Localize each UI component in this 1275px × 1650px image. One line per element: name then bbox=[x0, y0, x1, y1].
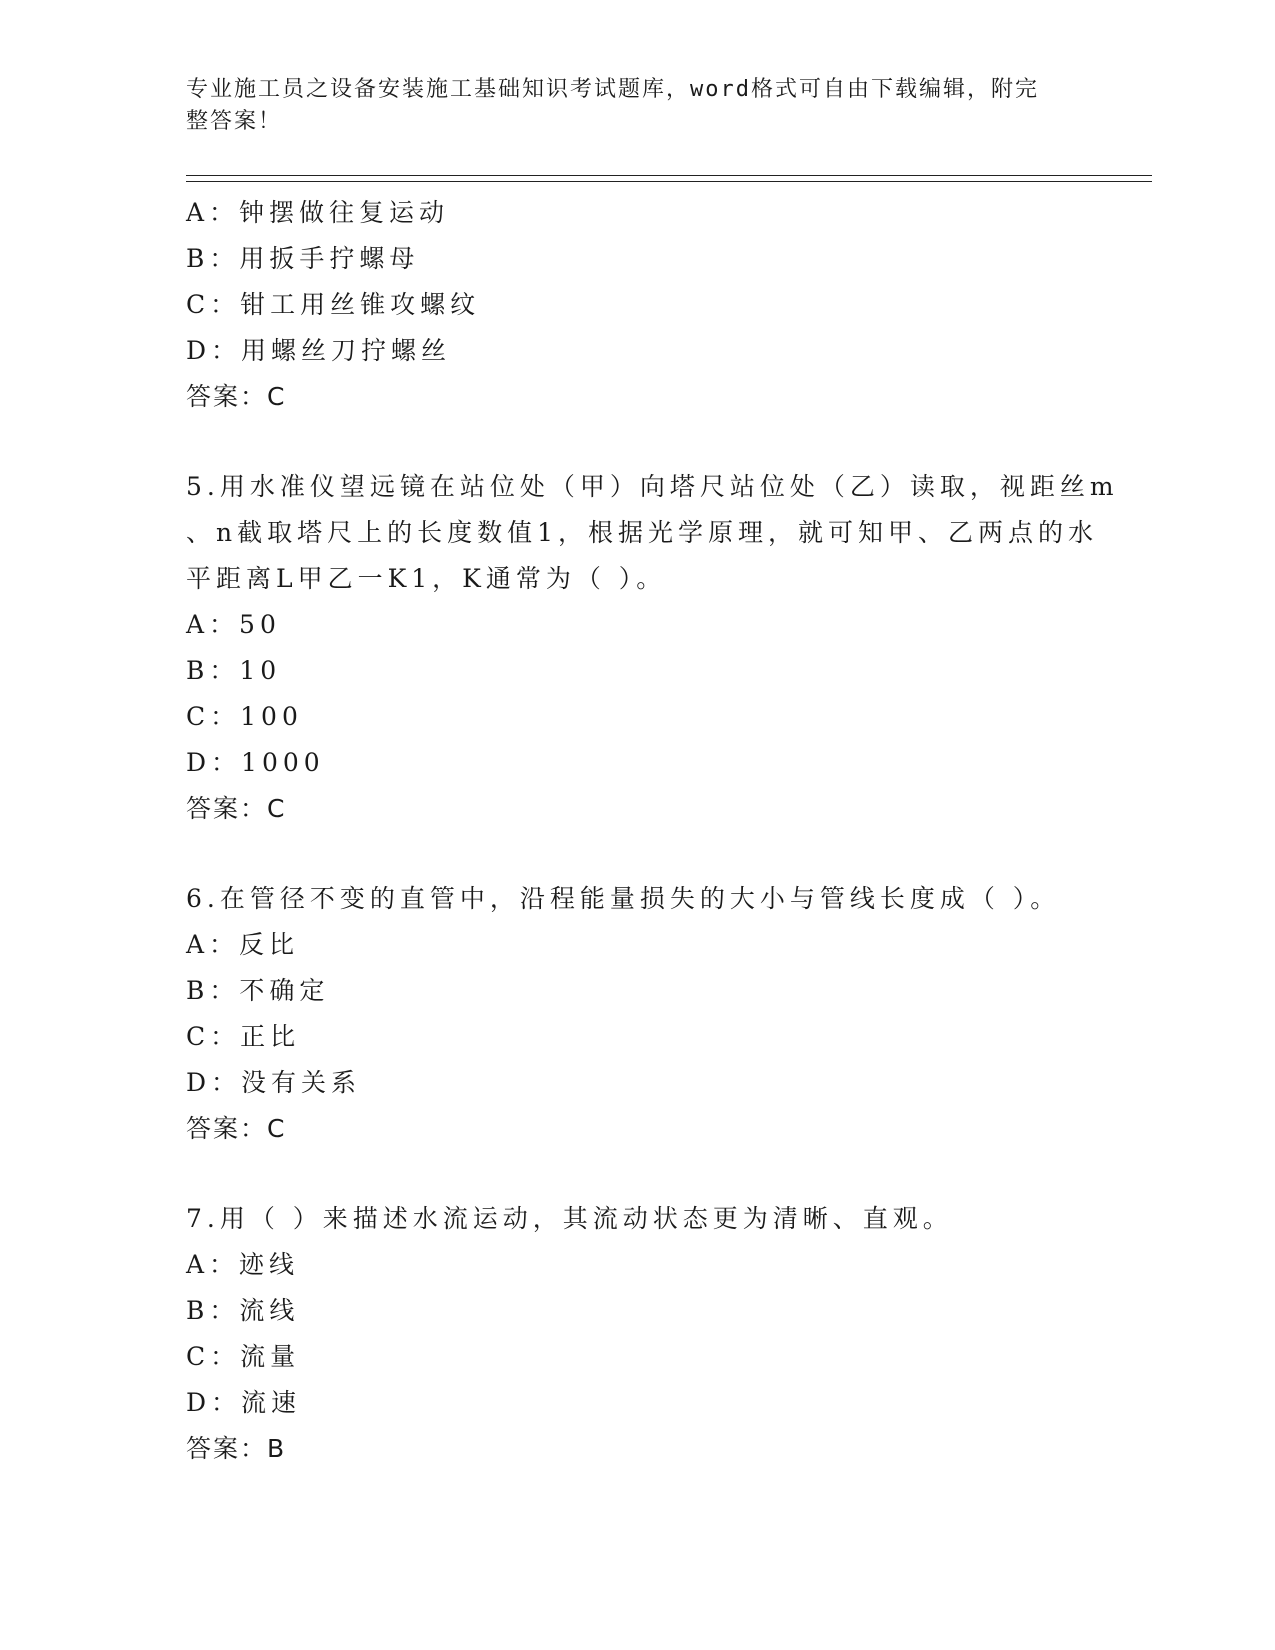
option-b: B：10 bbox=[186, 656, 282, 685]
option-a: A：反比 bbox=[186, 930, 300, 959]
option-c: C：流量 bbox=[186, 1342, 301, 1371]
answer: 答案：C bbox=[186, 794, 287, 823]
question-5 bbox=[186, 464, 1119, 832]
question-stem-line-1: 7.用（ ）来描述水流运动，其流动状态更为清晰、直观。 bbox=[186, 1204, 953, 1233]
question-stem-line-3: 平距离L甲乙一K1，K通常为（ ）。 bbox=[186, 564, 667, 593]
question-4 bbox=[186, 190, 1086, 420]
option-d: D：没有关系 bbox=[186, 1068, 362, 1097]
option-c: C：钳工用丝锥攻螺纹 bbox=[186, 290, 481, 319]
header-divider-bottom bbox=[186, 181, 1152, 182]
question-stem-line-1: 5.用水准仪望远镜在站位处（甲）向塔尺站位处（乙）读取，视距丝m bbox=[186, 472, 1119, 501]
header-line-1: 专业施工员之设备安装施工基础知识考试题库，word格式可自由下载编辑，附完 bbox=[186, 77, 1039, 102]
document-header bbox=[186, 74, 1066, 138]
answer: 答案：C bbox=[186, 382, 287, 411]
question-stem-line-1: 6.在管径不变的直管中，沿程能量损失的大小与管线长度成（ ）。 bbox=[186, 884, 1061, 913]
option-a: A：钟摆做往复运动 bbox=[186, 198, 450, 227]
header-line-2: 整答案！ bbox=[186, 109, 283, 134]
question-stem-line-2: 、n截取塔尺上的长度数值1，根据光学原理，就可知甲、乙两点的水 bbox=[186, 518, 1099, 547]
spacer bbox=[186, 420, 1086, 464]
option-c: C：正比 bbox=[186, 1022, 301, 1051]
option-c: C：100 bbox=[186, 702, 303, 731]
spacer bbox=[186, 1152, 1086, 1196]
option-d: D：用螺丝刀拧螺丝 bbox=[186, 336, 452, 365]
option-b: B：用扳手拧螺母 bbox=[186, 244, 420, 273]
spacer bbox=[186, 832, 1086, 876]
option-b: B：不确定 bbox=[186, 976, 330, 1005]
answer: 答案：B bbox=[186, 1434, 287, 1463]
option-a: A：迹线 bbox=[186, 1250, 300, 1279]
question-list bbox=[186, 190, 1119, 1472]
option-a: A：50 bbox=[186, 610, 281, 639]
answer: 答案：C bbox=[186, 1114, 287, 1143]
option-d: D：流速 bbox=[186, 1388, 302, 1417]
option-b: B：流线 bbox=[186, 1296, 300, 1325]
header-divider-top bbox=[186, 175, 1152, 176]
question-7 bbox=[186, 1196, 1086, 1472]
option-d: D：1000 bbox=[186, 748, 325, 777]
question-6 bbox=[186, 876, 1086, 1152]
